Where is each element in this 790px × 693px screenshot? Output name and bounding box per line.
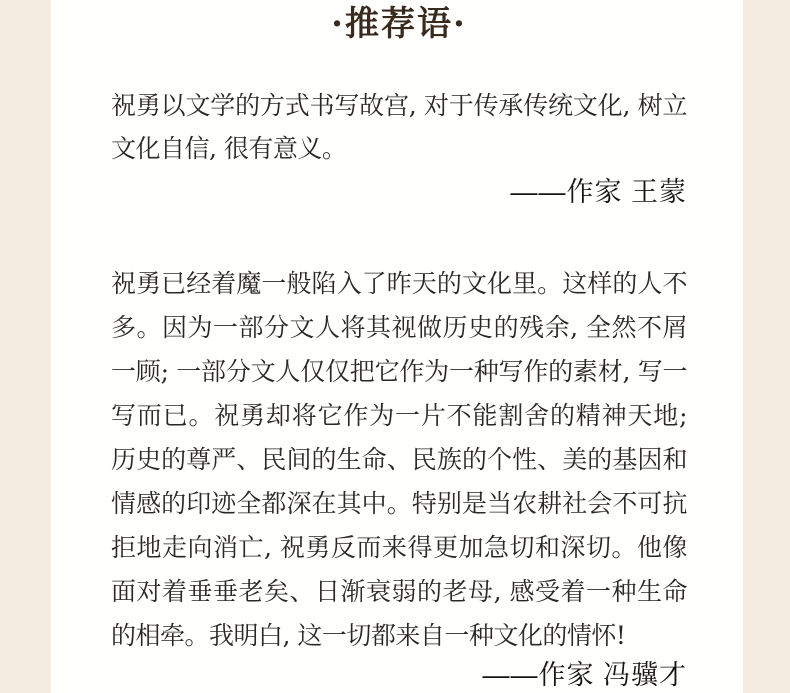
- quote-block-wangmeng: [111, 84, 687, 207]
- content-sheet: [51, 0, 743, 693]
- quote-attribution: ——作家 王蒙: [510, 177, 687, 207]
- quote-text: 祝勇已经着魔一般陷入了昨天的文化里。这样的人不多。因为一部分文人将其视做历史的残余, 全然不屑一顾; 一部分文人仅仅把它作为一种写作的素材, 写一写而已。祝勇却将它作为一片不能割舍的精神天地; 历史的尊严、民间的生命、民族的个性、美的基因和情感的印迹全都深在其中。特别是当农耕社会不可抗拒地走向消亡, 祝勇反而来得更加急切和深切。他像面对着垂垂老矣、日渐衰弱的老母, 感受着一种生命的相牵。我明白, 这一切都来自一种文化的情怀!: [111, 269, 687, 650]
- quote-attribution: ——作家 冯骥才: [482, 660, 687, 690]
- page-title: ·推荐语·: [331, 4, 467, 44]
- quote-text: 祝勇以文学的方式书写故宫, 对于传承传统文化, 树立文化自信, 很有意义。: [111, 91, 687, 163]
- quote-block-fengjicai: [111, 262, 687, 690]
